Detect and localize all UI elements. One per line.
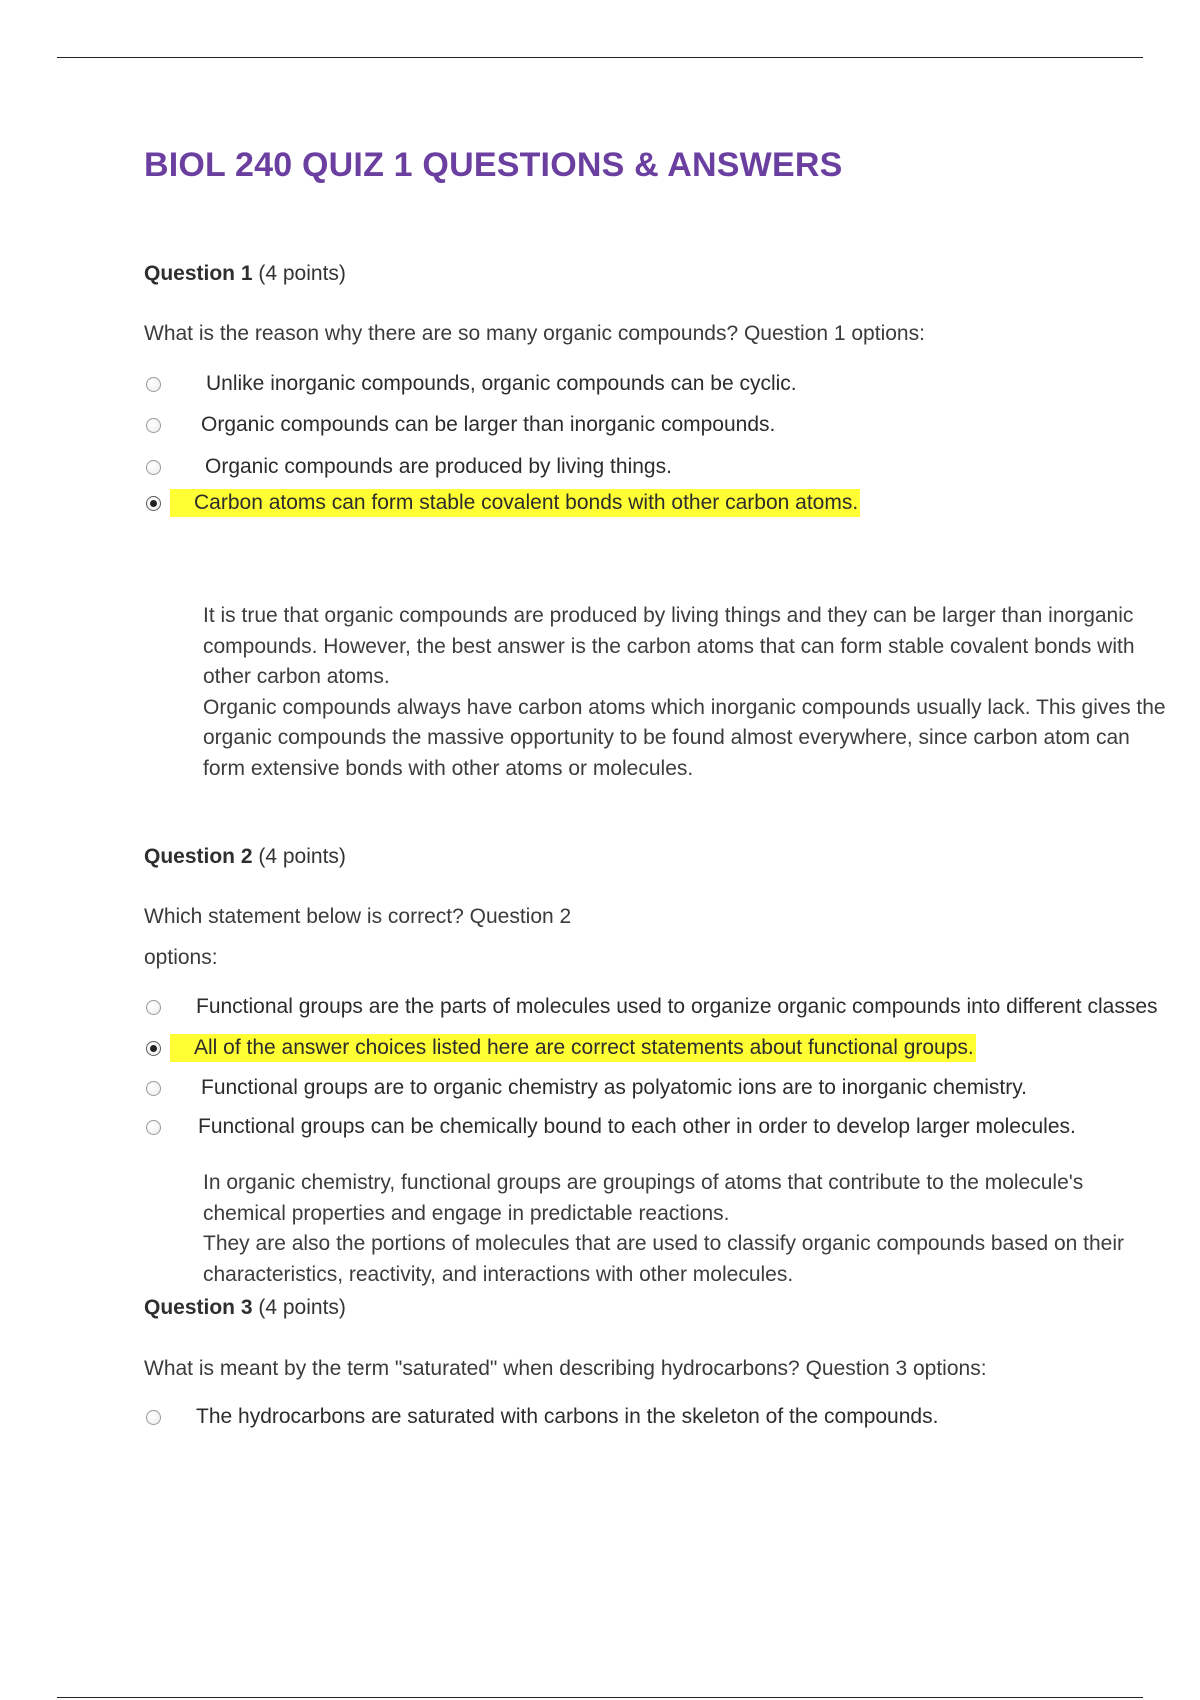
q2-option-3-label: Functional groups are to organic chemistry as polyatomic ions are to inorganic chemistry.: [201, 1076, 1027, 1099]
q2-option-2-label-highlighted: All of the answer choices listed here are correct statements about functional groups.: [170, 1034, 976, 1062]
q1-option-2[interactable]: [146, 410, 777, 440]
radio-unchecked-icon[interactable]: [146, 1000, 161, 1015]
q3-option-1-label: The hydrocarbons are saturated with carbons in the skeleton of the compounds.: [196, 1405, 939, 1428]
document-title: BIOL 240 QUIZ 1 QUESTIONS & ANSWERS: [144, 146, 843, 184]
q1-option-4-label-highlighted: Carbon atoms can form stable covalent bonds with other carbon atoms.: [170, 489, 860, 517]
question-1-prompt: What is the reason why there are so many organic compounds? Question 1 options:: [144, 322, 925, 345]
q2-option-4-label: Functional groups can be chemically bound to each other in order to develop larger molecules.: [198, 1115, 1076, 1138]
q2-option-4[interactable]: [146, 1112, 1078, 1142]
q1-option-2-label: Organic compounds can be larger than inorganic compounds.: [201, 413, 776, 436]
q1-explanation-line: other carbon atoms.: [203, 665, 390, 688]
question-2-prompt-line-2: options:: [144, 946, 218, 969]
q1-explanation-line: Organic compounds always have carbon atoms which inorganic compounds usually lack. This gives the: [203, 695, 1166, 719]
radio-dot-icon: [150, 500, 157, 507]
question-2-prompt-line-1: Which statement below is correct? Question 2: [144, 905, 572, 928]
radio-unchecked-icon[interactable]: [146, 1081, 161, 1096]
radio-unchecked-icon[interactable]: [146, 377, 161, 392]
question-3-prompt: What is meant by the term "saturated" when describing hydrocarbons? Question 3 options:: [144, 1357, 987, 1380]
q2-option-1-label: Functional groups are the parts of molecules used to organize organic compounds into different classes: [196, 995, 1158, 1018]
question-2-explanation: [203, 1168, 1124, 1290]
q1-option-4[interactable]: [146, 488, 860, 518]
question-3-header: [144, 1296, 346, 1320]
question-2-points: (4 points): [258, 845, 346, 868]
q2-explanation-line: characteristics, reactivity, and interactions with other molecules.: [203, 1262, 794, 1286]
q2-explanation-line: They are also the portions of molecules that are used to classify organic compounds based on their: [203, 1232, 1125, 1255]
bottom-rule: [57, 1697, 1143, 1698]
q1-option-1[interactable]: [146, 369, 799, 399]
question-1-label: Question 1: [144, 262, 253, 285]
q1-explanation-line: form extensive bonds with other atoms or molecules.: [203, 756, 694, 780]
q2-explanation-line: chemical properties and engage in predictable reactions.: [203, 1201, 730, 1225]
question-1-explanation: [203, 601, 1166, 784]
top-rule: [57, 57, 1143, 58]
q1-explanation-line: compounds. However, the best answer is the carbon atoms that can form stable covalent bonds with: [203, 634, 1135, 658]
q1-explanation-line: It is true that organic compounds are produced by living things and they can be larger than inorganic: [203, 604, 1134, 627]
radio-dot-icon: [150, 1045, 157, 1052]
q2-option-3[interactable]: [146, 1073, 1029, 1103]
q1-explanation-line: organic compounds the massive opportunity to be found almost everywhere, since carbon atom can: [203, 726, 1130, 749]
question-2-header: [144, 845, 346, 869]
radio-checked-icon[interactable]: [146, 1041, 161, 1056]
q2-option-2[interactable]: [146, 1033, 976, 1063]
radio-unchecked-icon[interactable]: [146, 460, 161, 475]
question-1-header: [144, 262, 346, 286]
radio-unchecked-icon[interactable]: [146, 418, 161, 433]
q3-option-1[interactable]: [146, 1402, 940, 1432]
radio-unchecked-icon[interactable]: [146, 1120, 161, 1135]
radio-checked-icon[interactable]: [146, 496, 161, 511]
q1-option-3[interactable]: [146, 452, 674, 482]
question-1-points: (4 points): [258, 262, 346, 285]
radio-unchecked-icon[interactable]: [146, 1410, 161, 1425]
question-3-label: Question 3: [144, 1296, 253, 1319]
question-3-points: (4 points): [258, 1296, 346, 1319]
question-2-label: Question 2: [144, 845, 253, 868]
q2-option-1[interactable]: [146, 992, 1160, 1022]
q1-option-1-label: Unlike inorganic compounds, organic compounds can be cyclic.: [206, 372, 797, 395]
q2-explanation-line: In organic chemistry, functional groups are groupings of atoms that contribute to the molecule's: [203, 1171, 1084, 1194]
q1-option-3-label: Organic compounds are produced by living things.: [205, 455, 672, 478]
